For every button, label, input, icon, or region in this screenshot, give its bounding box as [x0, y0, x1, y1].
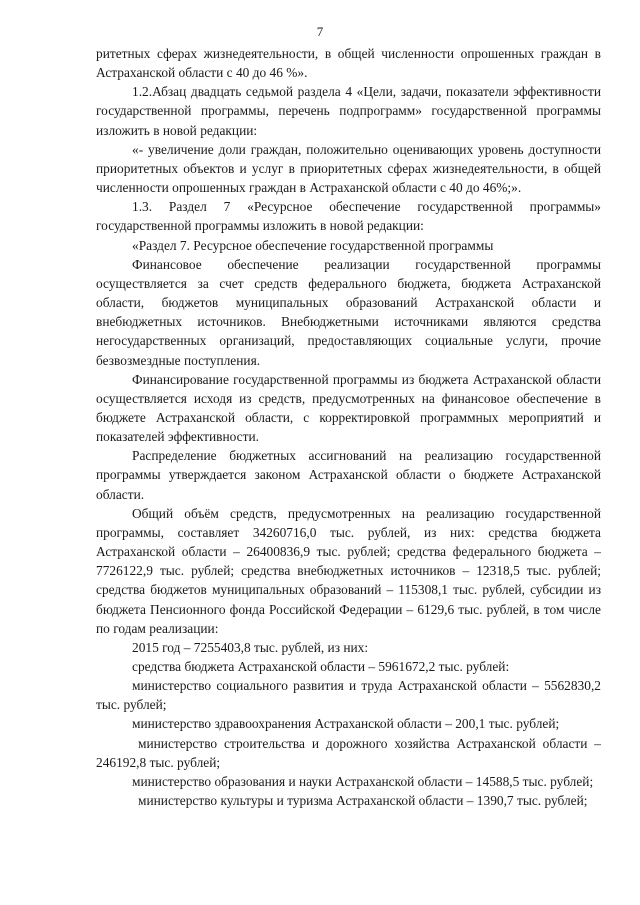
- paragraph-item-1-3: 1.3. Раздел 7 «Ресурсное обеспечение государственной программы» государственной программы изложить в новой редакции:: [96, 199, 601, 234]
- paragraph-ministry-health: министерство здравоохранения Астраханской области – 200,1 тыс. рублей;: [132, 716, 560, 732]
- paragraph-quoted-amendment: «- увеличение доли граждан, положительно оценивающих уровень доступности приоритетных объектов и услуг в приоритетных сферах жизнедеятельности, в общей численности опрошенных граждан в Астраханской области с 40 до 46%;».: [96, 141, 601, 196]
- paragraph-ministry-social-development: министерство социального развития и труда Астраханской области – 5562830,2 тыс. рублей;: [96, 678, 601, 713]
- section-heading: «Раздел 7. Ресурсное обеспечение государственной программы: [132, 237, 494, 253]
- paragraph-continuation: ритетных сферах жизнедеятельности, в общей численности опрошенных граждан в Астраханской области с 40 до 46 %».: [96, 46, 601, 81]
- document-body: [96, 44, 601, 810]
- paragraph-ministry-education: министерство образования и науки Астраханской области – 14588,5 тыс. рублей;: [132, 773, 594, 789]
- paragraph-financing-sources: Финансовое обеспечение реализации государственной программы осуществляется за счет средств федерального бюджета, бюджета Астраханской области, бюджетов муниципальных образований Астраханской области и внебюджетных источников. Внебюджетными источниками являются средства негосударственных организаций, предоставляющих социальные услуги, прочие безвозмездные поступления.: [96, 256, 601, 368]
- paragraph-ministry-construction: министерство строительства и дорожного хозяйства Астраханской области – 246192,8 тыс. рублей;: [96, 735, 601, 770]
- paragraph-ministry-culture: министерство культуры и туризма Астраханской области – 1390,7 тыс. рублей;: [138, 793, 588, 809]
- paragraph-total-funding: Общий объём средств, предусмотренных на реализацию государственной программы, составляет 34260716,0 тыс. рублей, из них: средства бюджета Астраханской области – 26400836,9 тыс. рублей; средства федерального бюджета – 7726122,9 тыс. рублей; средства внебюджетных источников – 12318,5 тыс. рублей; средства бюджетов муниципальных образований – 115308,1 тыс. рублей, субсидии из бюджета Пенсионного фонда Российской Федерации – 6129,6 тыс. рублей, в том числе по годам реализации:: [96, 505, 601, 636]
- page-number: 7: [316, 24, 324, 39]
- paragraph-item-1-2: 1.2.Абзац двадцать седьмой раздела 4 «Цели, задачи, показатели эффективности государственной программы, перечень подпрограмм» государственной программы изложить в новой редакции:: [96, 84, 601, 138]
- paragraph-year-2015: 2015 год – 7255403,8 тыс. рублей, из них:: [132, 639, 369, 655]
- paragraph-budget-allocation: Распределение бюджетных ассигнований на реализацию государственной программы утверждается законом Астраханской области о бюджете Астраханской области.: [96, 448, 601, 502]
- paragraph-regional-budget-2015: средства бюджета Астраханской области – 5961672,2 тыс. рублей:: [132, 659, 510, 674]
- paragraph-regional-budget-financing: Финансирование государственной программы из бюджета Астраханской области осуществляется исходя из средств, предусмотренных на финансовое обеспечение в бюджете Астраханской области, с корректировкой программных мероприятий и показателей эффективности.: [96, 371, 601, 445]
